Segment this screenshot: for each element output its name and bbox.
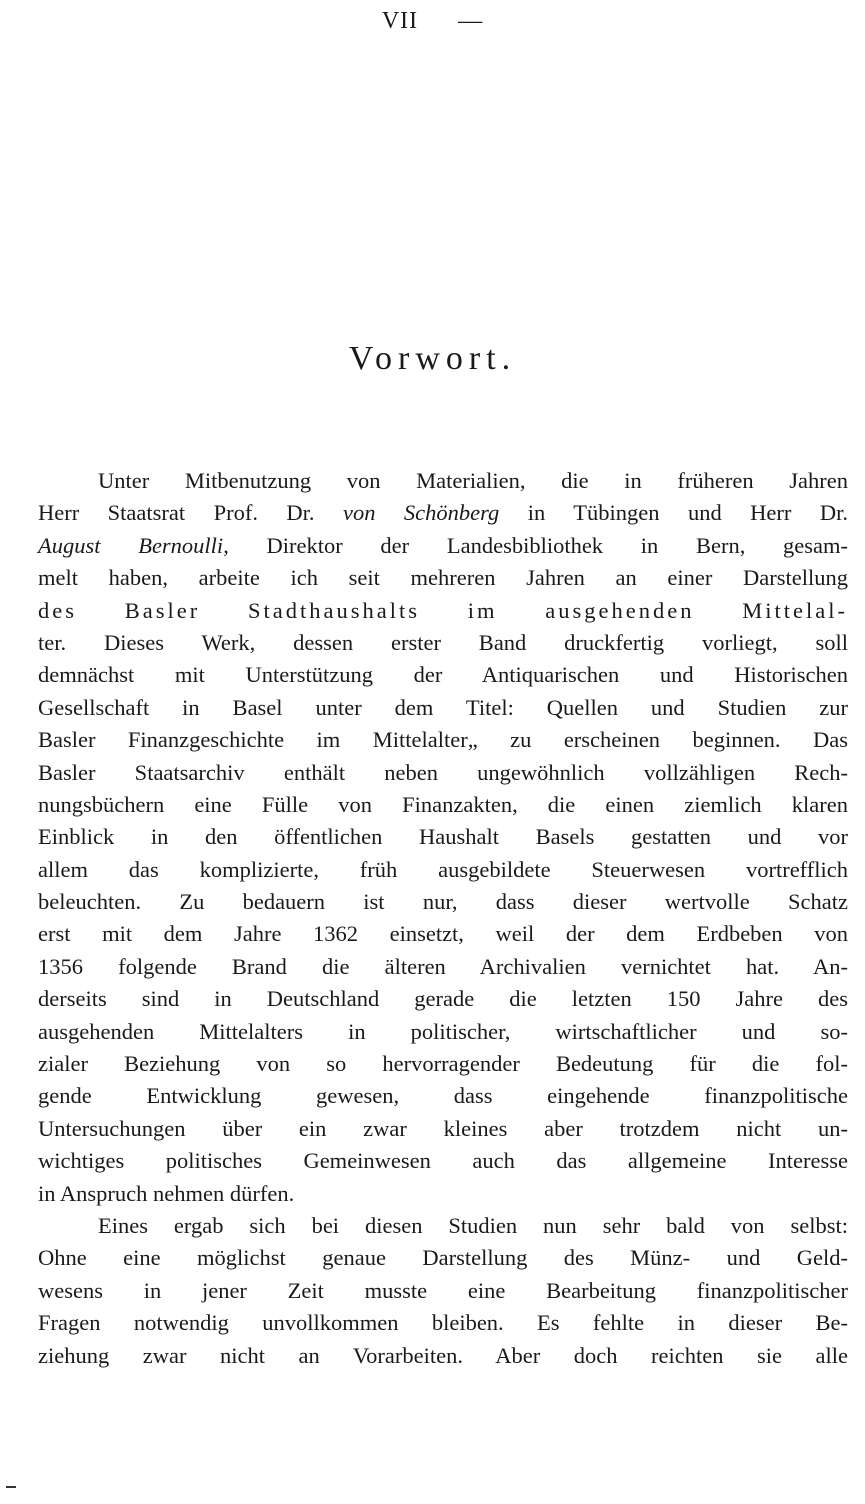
text-line: wesens in jener Zeit musste eine Bearbeitung finanzpolitischer: [38, 1277, 848, 1303]
text-line: nungsbüchern eine Fülle von Finanzakten, die einen ziemlich klaren: [38, 791, 848, 817]
text-line: Untersuchungen über ein zwar kleines aber trotzdem nicht un-: [38, 1115, 848, 1141]
text-line: derseits sind in Deutschland gerade die letzten 150 Jahre des: [38, 986, 848, 1012]
italic-name: August Bernoulli: [38, 532, 224, 558]
text-line: des Basler Stadthaushalts im ausgehenden Mittelal-: [38, 597, 848, 623]
text-line: Basler Finanzgeschichte im Mittelalter„ zu erscheinen beginnen. Das: [38, 727, 848, 753]
text-line: Eines ergab sich bei diesen Studien nun sehr bald von selbst:: [98, 1212, 848, 1238]
text-line: ausgehenden Mittelalters in politischer, wirtschaftlicher und so-: [38, 1018, 848, 1044]
text-line: ziehung zwar nicht an Vorarbeiten. Aber doch reichten sie alle: [38, 1342, 848, 1368]
italic-name: von Schönberg: [342, 500, 500, 526]
text-line: allem das komplizierte, früh ausgebildete Steuerwesen vortrefflich: [38, 856, 848, 882]
text-line: Gesellschaft in Basel unter dem Titel: Quellen und Studien zur: [38, 694, 848, 720]
text-line: erst mit dem Jahre 1362 einsetzt, weil der dem Erdbeben von: [38, 921, 848, 947]
text-line: in Anspruch nehmen dürfen.: [38, 1180, 295, 1206]
text-line: wichtiges politisches Gemeinwesen auch das allgemeine Interesse: [38, 1148, 848, 1174]
running-header: [0, 8, 865, 35]
chapter-title: Vorwort.: [348, 340, 517, 377]
header-dash: —: [458, 8, 484, 34]
text-line: beleuchten. Zu bedauern ist nur, dass dieser wertvolle Schatz: [38, 889, 848, 915]
page-number: VII: [381, 8, 419, 34]
text-line: Fragen notwendig unvollkommen bleiben. Es fehlte in dieser Be-: [38, 1310, 848, 1336]
text-line: demnächst mit Unterstützung der Antiquarischen und Historischen: [38, 662, 848, 688]
text-line: 1356 folgende Brand die älteren Archivalien vernichtet hat. An-: [38, 953, 848, 979]
text-line: zialer Beziehung von so hervorragender Bedeutung für die fol-: [38, 1051, 848, 1077]
text-line: August Bernoulli, Direktor der Landesbibliothek in Bern, gesam-: [38, 532, 848, 558]
text-line: gende Entwicklung gewesen, dass eingehende finanzpolitische: [38, 1083, 848, 1109]
text-line: Einblick in den öffentlichen Haushalt Basels gestatten und vor: [38, 824, 848, 850]
text-line: Herr Staatsrat Prof. Dr. von Schönberg in Tübingen und Herr Dr.: [38, 500, 848, 526]
text-line: ter. Dieses Werk, dessen erster Band druckfertig vorliegt, soll: [38, 629, 848, 655]
text-line: Ohne eine möglichst genaue Darstellung des Münz- und Geld-: [38, 1245, 848, 1271]
text-line: Basler Staatsarchiv enthält neben ungewöhnlich vollzähligen Rech-: [38, 759, 848, 785]
page-margin-mark: [6, 1486, 16, 1488]
body-text: [38, 465, 848, 1372]
text-line: melt haben, arbeite ich seit mehreren Jahren an einer Darstellung: [38, 565, 848, 591]
text-line: Unter Mitbenutzung von Materialien, die in früheren Jahren: [98, 468, 848, 493]
